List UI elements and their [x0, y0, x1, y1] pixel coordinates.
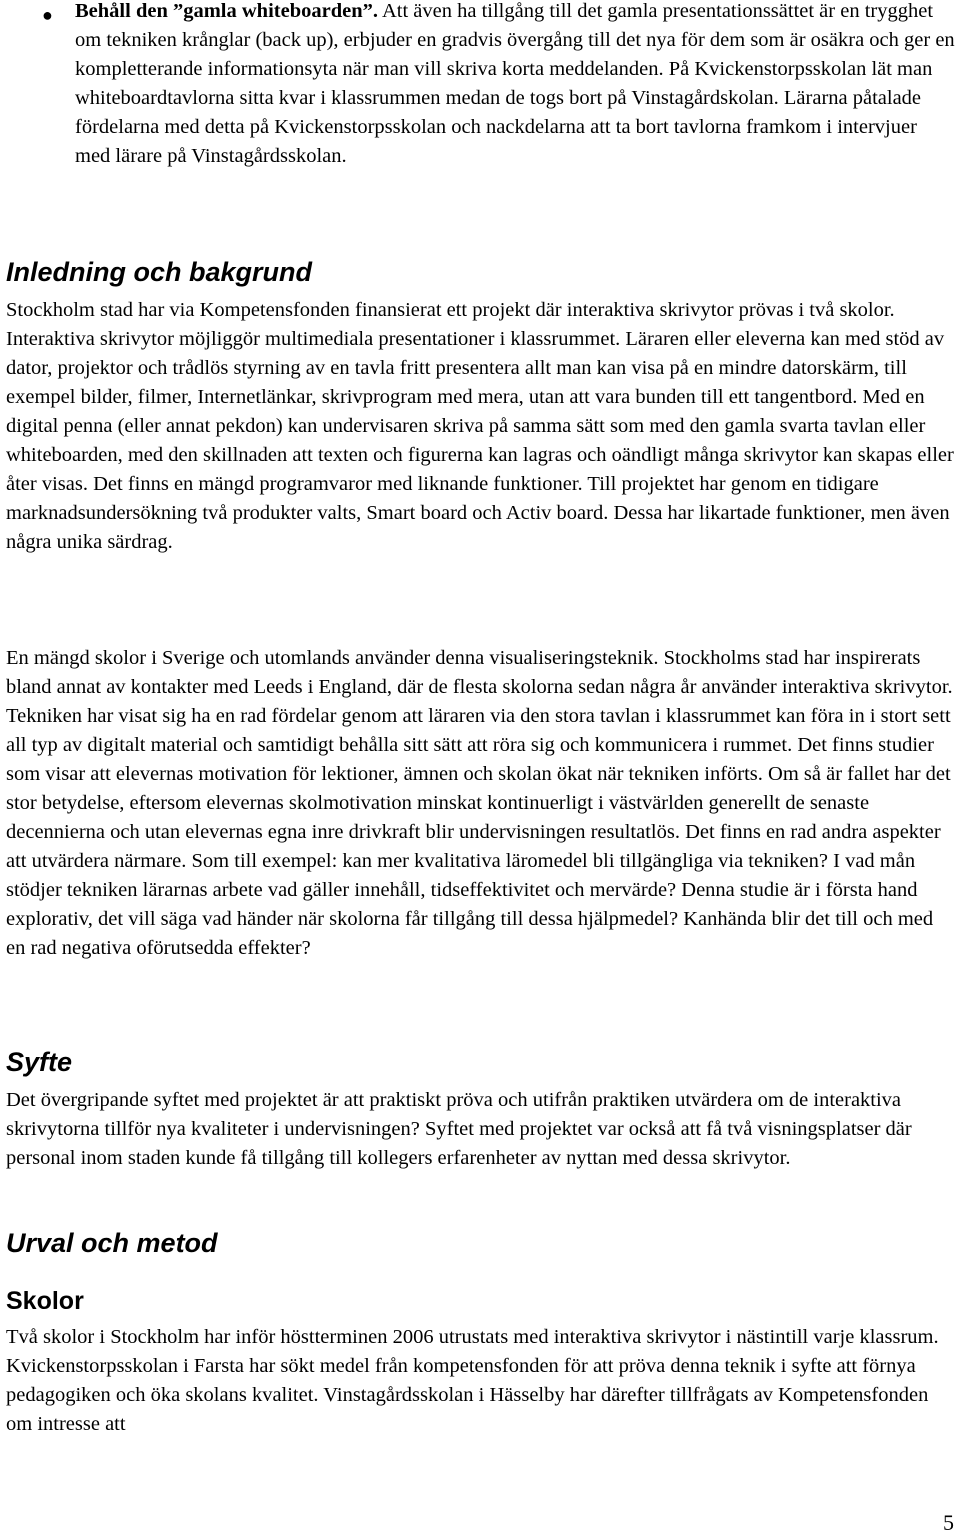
heading-inledning: Inledning och bakgrund — [6, 257, 312, 287]
bullet-list-item — [0, 0, 960, 197]
bullet-paragraph — [75, 0, 955, 171]
bullet-text: Att även ha tillgång till det gamla presentationssättet är en trygghet om tekniken krånglar (back up), erbjuder en gradvis övergång till det nya för dem som är osäkra och ger en kompletterande informationsyta när man vill skriva korta meddelanden. På Kvickenstorpsskolan lät man whiteboardtavlorna sitta kvar i klassrummen medan de togs bort på Vinstagårdskolan. Lärarna påtalade fördelarna med detta på Kvickenstorpsskolan och nackdelarna att ta bort tavlorna framkom i intervjuer med lärare på Vinstagårdsskolan. — [75, 0, 955, 167]
bullet-icon: ● — [42, 5, 53, 25]
heading-syfte: Syfte — [6, 1047, 73, 1077]
paragraph-inledning-1: Stockholm stad har via Kompetensfonden finansierat ett projekt där interaktiva skrivytor prövas i två skolor. Interaktiva skrivytor möjliggör multimediala presentationer i klassrummet. Läraren eller eleverna kan med stöd av dator, projektor och trådlös styrning av en tavla fritt presentera allt man kan visa på en mindre datorskärm, till exempel bilder, filmer, Internetlänkar, skrivprogram med mera, utan att vara bunden till ett tangentbord. Med en digital penna (eller annat pekdon) kan undervisaren skriva på samma sätt som med den gamla svarta tavlan eller whiteboarden, med den skillnaden att texten och figurerna kan lagras och oändligt många skrivytor kan skapas eller åter visas. Det finns en mängd programvaror med liknande funktioner. Till projektet har genom en tidigare marknadsundersökning två produkter valts, Smart board och Activ board. Dessa har likartade funktioner, men även några unika särdrag. — [6, 299, 954, 553]
paragraph-skolor: Två skolor i Stockholm har inför höstterminen 2006 utrustats med interaktiva skrivytor i nästintill varje klassrum. Kvickenstorpsskolan i Farsta har sökt medel från kompetensfonden för att pröva denna teknik i syfte att förnya pedagogiken och öka skolans kvalitet. Vinstagårdsskolan i Hässelby har därefter tillfrågats av Kompetensfonden om intresse att — [6, 1326, 939, 1435]
heading-skolor: Skolor — [6, 1287, 84, 1315]
page-number: 5 — [943, 1510, 954, 1535]
paragraph-syfte: Det övergripande syftet med projektet är att praktiskt pröva och utifrån praktiken utvärdera om de interaktiva skrivytorna tillför nya kvaliteter i undervisningen? Syftet med projektet var också att få två visningsplatser där personal inom staden kunde få tillgång till kollegers erfarenheter av nyttan med dessa skrivytor. — [6, 1089, 912, 1169]
bullet-lead: Behåll den ”gamla whiteboarden”. — [75, 0, 378, 22]
heading-urval: Urval och metod — [6, 1228, 218, 1258]
paragraph-inledning-2: En mängd skolor i Sverige och utomlands använder denna visualiseringsteknik. Stockholms stad har inspirerats bland annat av kontakter med Leeds i England, där de flesta skolorna sedan några år använder interaktiva skrivytor. Tekniken har visat sig ha en rad fördelar genom att läraren via den stora tavlan i klassrummet kan föra in i stort sett all typ av digitalt material och samtidigt behålla sitt sätt att röra sig och kommunicera i rummet. Det finns studier som visar att elevernas motivation för lektioner, ämnen och skolan ökat när tekniken införts. Om så är fallet har det stor betydelse, eftersom elevernas skolmotivation minskat kontinuerligt i västvärlden generellt de senaste decennierna och utan elevernas egna inre drivkraft blir undervisningen resultatlös. Det finns en rad andra aspekter att utvärdera närmare. Som till exempel: kan mer kvalitativa läromedel bli tillgängliga via tekniken? I vad mån stödjer tekniken lärarnas arbete vad gäller innehåll, tidseffektivitet och mervärde? Denna studie är i första hand explorativ, det vill säga vad händer när skolorna får tillgång till dessa hjälpmedel? Kanhända blir det till och med en rad negativa oförutsedda effekter? — [6, 647, 953, 959]
